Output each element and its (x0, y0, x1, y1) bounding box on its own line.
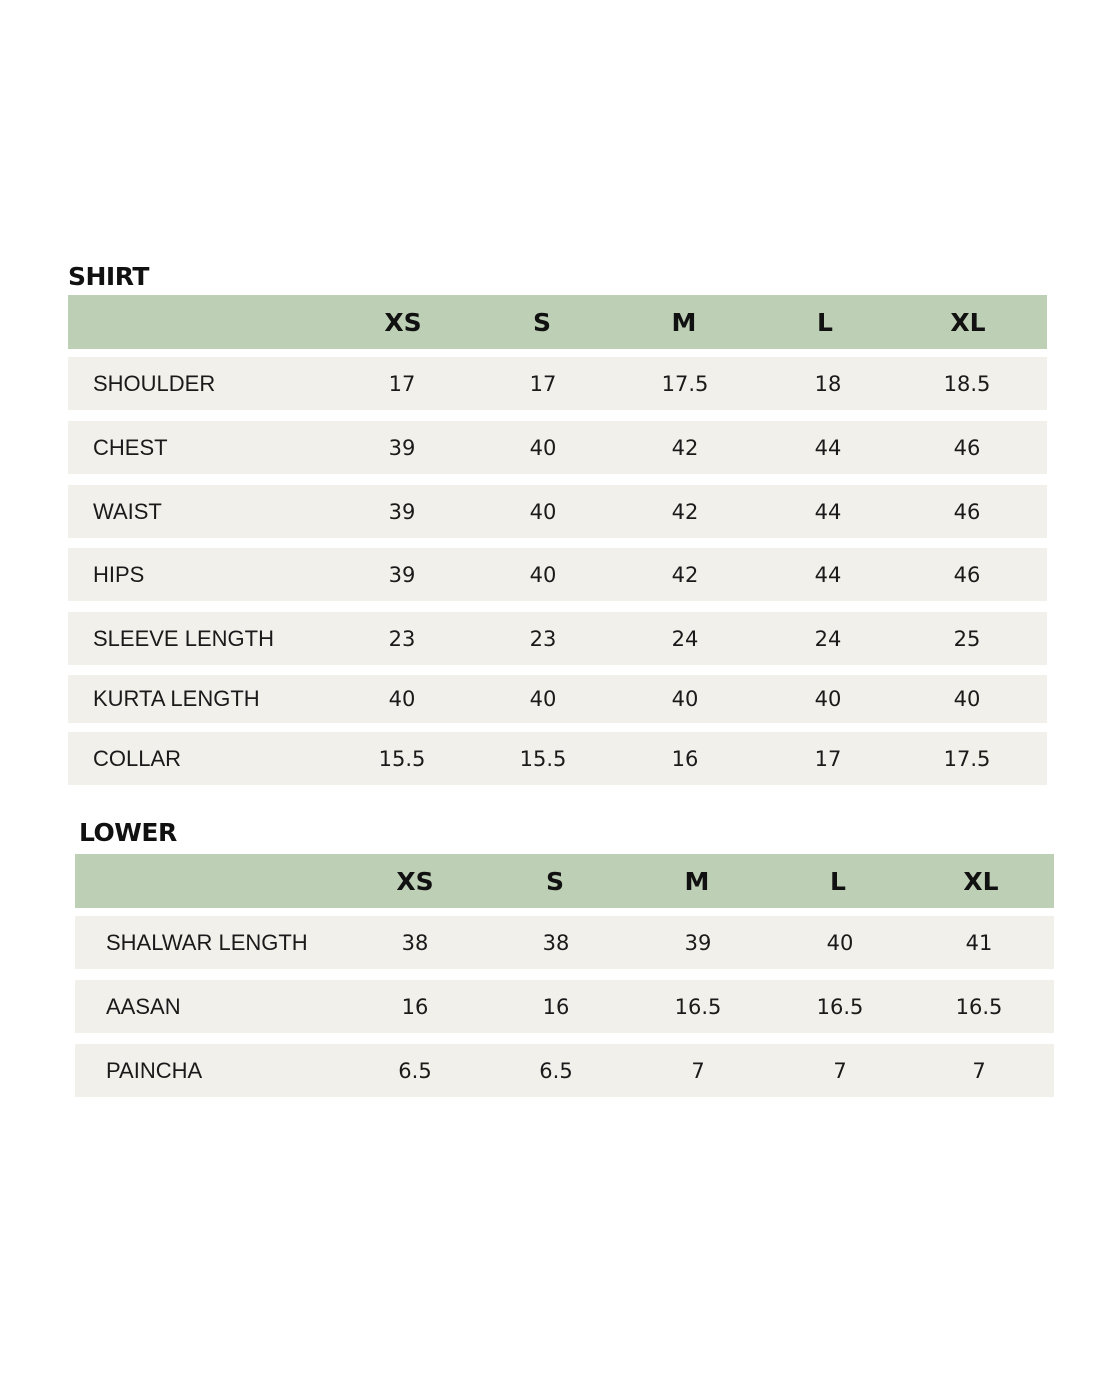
measurement-value: 7 (972, 1058, 986, 1083)
measurement-value: 17 (388, 371, 416, 396)
table-row (68, 675, 1047, 723)
measurement-value: 40 (529, 562, 557, 587)
measurement-value: 16.5 (674, 994, 722, 1019)
measurement-value: 46 (953, 562, 981, 587)
lower-header-m: M (684, 866, 710, 896)
shirt-size-table (68, 295, 1047, 771)
measurement-value: 17.5 (943, 746, 991, 771)
measurement-value: 6.5 (398, 1058, 432, 1083)
measurement-value: 46 (953, 435, 981, 460)
row-label: HIPS (93, 561, 145, 587)
shirt-header-l: L (817, 307, 833, 337)
measurement-value: 38 (542, 930, 570, 955)
measurement-value: 17 (814, 746, 842, 771)
measurement-value: 46 (953, 499, 981, 524)
measurement-value: 15.5 (519, 746, 567, 771)
table-row (75, 916, 1054, 969)
measurement-value: 38 (401, 930, 429, 955)
measurement-value: 40 (388, 687, 416, 711)
measurement-value: 40 (671, 687, 699, 711)
measurement-value: 25 (953, 626, 981, 651)
table-row (68, 357, 1047, 410)
measurement-value: 18.5 (943, 371, 991, 396)
measurement-value: 44 (814, 562, 842, 587)
table-row (75, 1044, 1054, 1097)
measurement-value: 15.5 (378, 746, 426, 771)
measurement-value: 39 (388, 562, 416, 587)
measurement-value: 40 (529, 435, 557, 460)
row-label: SLEEVE LENGTH (93, 625, 274, 651)
measurement-value: 17 (529, 371, 557, 396)
measurement-value: 16 (401, 994, 429, 1019)
row-label: WAIST (93, 498, 162, 524)
table-row (68, 548, 1047, 601)
measurement-value: 18 (814, 371, 842, 396)
table-row (75, 980, 1054, 1033)
row-label: COLLAR (93, 745, 182, 771)
measurement-value: 24 (814, 626, 842, 651)
lower-header-l: L (830, 866, 846, 896)
measurement-value: 23 (529, 626, 557, 651)
row-label: SHOULDER (93, 370, 216, 396)
measurement-value: 16.5 (816, 994, 864, 1019)
measurement-value: 6.5 (539, 1058, 573, 1083)
table-row (68, 421, 1047, 474)
shirt-section-title: SHIRT (68, 262, 149, 291)
table-row (68, 485, 1047, 538)
measurement-value: 40 (826, 930, 854, 955)
table-row (68, 612, 1047, 665)
measurement-value: 40 (814, 687, 842, 711)
measurement-value: 16 (671, 746, 699, 771)
measurement-value: 40 (529, 687, 557, 711)
row-label: PAINCHA (106, 1057, 203, 1083)
measurement-value: 44 (814, 435, 842, 460)
shirt-header-xs: XS (384, 307, 422, 337)
row-label: CHEST (93, 434, 168, 460)
lower-header-xs: XS (396, 866, 434, 896)
measurement-value: 24 (671, 626, 699, 651)
measurement-value: 23 (388, 626, 416, 651)
shirt-header-xl: XL (950, 307, 986, 337)
lower-header-s: S (545, 866, 565, 896)
measurement-value: 44 (814, 499, 842, 524)
lower-header-xl: XL (963, 866, 999, 896)
shirt-header-m: M (671, 307, 697, 337)
measurement-value: 39 (684, 930, 712, 955)
measurement-value: 40 (529, 499, 557, 524)
measurement-value: 17.5 (661, 371, 709, 396)
row-label: KURTA LENGTH (93, 686, 260, 711)
shirt-header-s: S (532, 307, 552, 337)
measurement-value: 7 (833, 1058, 847, 1083)
table-row (68, 732, 1047, 785)
measurement-value: 16 (542, 994, 570, 1019)
measurement-value: 39 (388, 499, 416, 524)
measurement-value: 7 (691, 1058, 705, 1083)
measurement-value: 40 (953, 687, 981, 711)
lower-size-table (75, 854, 1054, 1083)
measurement-value: 39 (388, 435, 416, 460)
measurement-value: 42 (671, 499, 699, 524)
row-label: AASAN (106, 993, 181, 1019)
measurement-value: 41 (965, 930, 993, 955)
measurement-value: 42 (671, 435, 699, 460)
shirt-header-row (68, 295, 1047, 349)
lower-header-row (75, 854, 1054, 908)
lower-section-title: LOWER (79, 818, 177, 847)
measurement-value: 42 (671, 562, 699, 587)
measurement-value: 16.5 (955, 994, 1003, 1019)
row-label: SHALWAR LENGTH (106, 929, 308, 955)
